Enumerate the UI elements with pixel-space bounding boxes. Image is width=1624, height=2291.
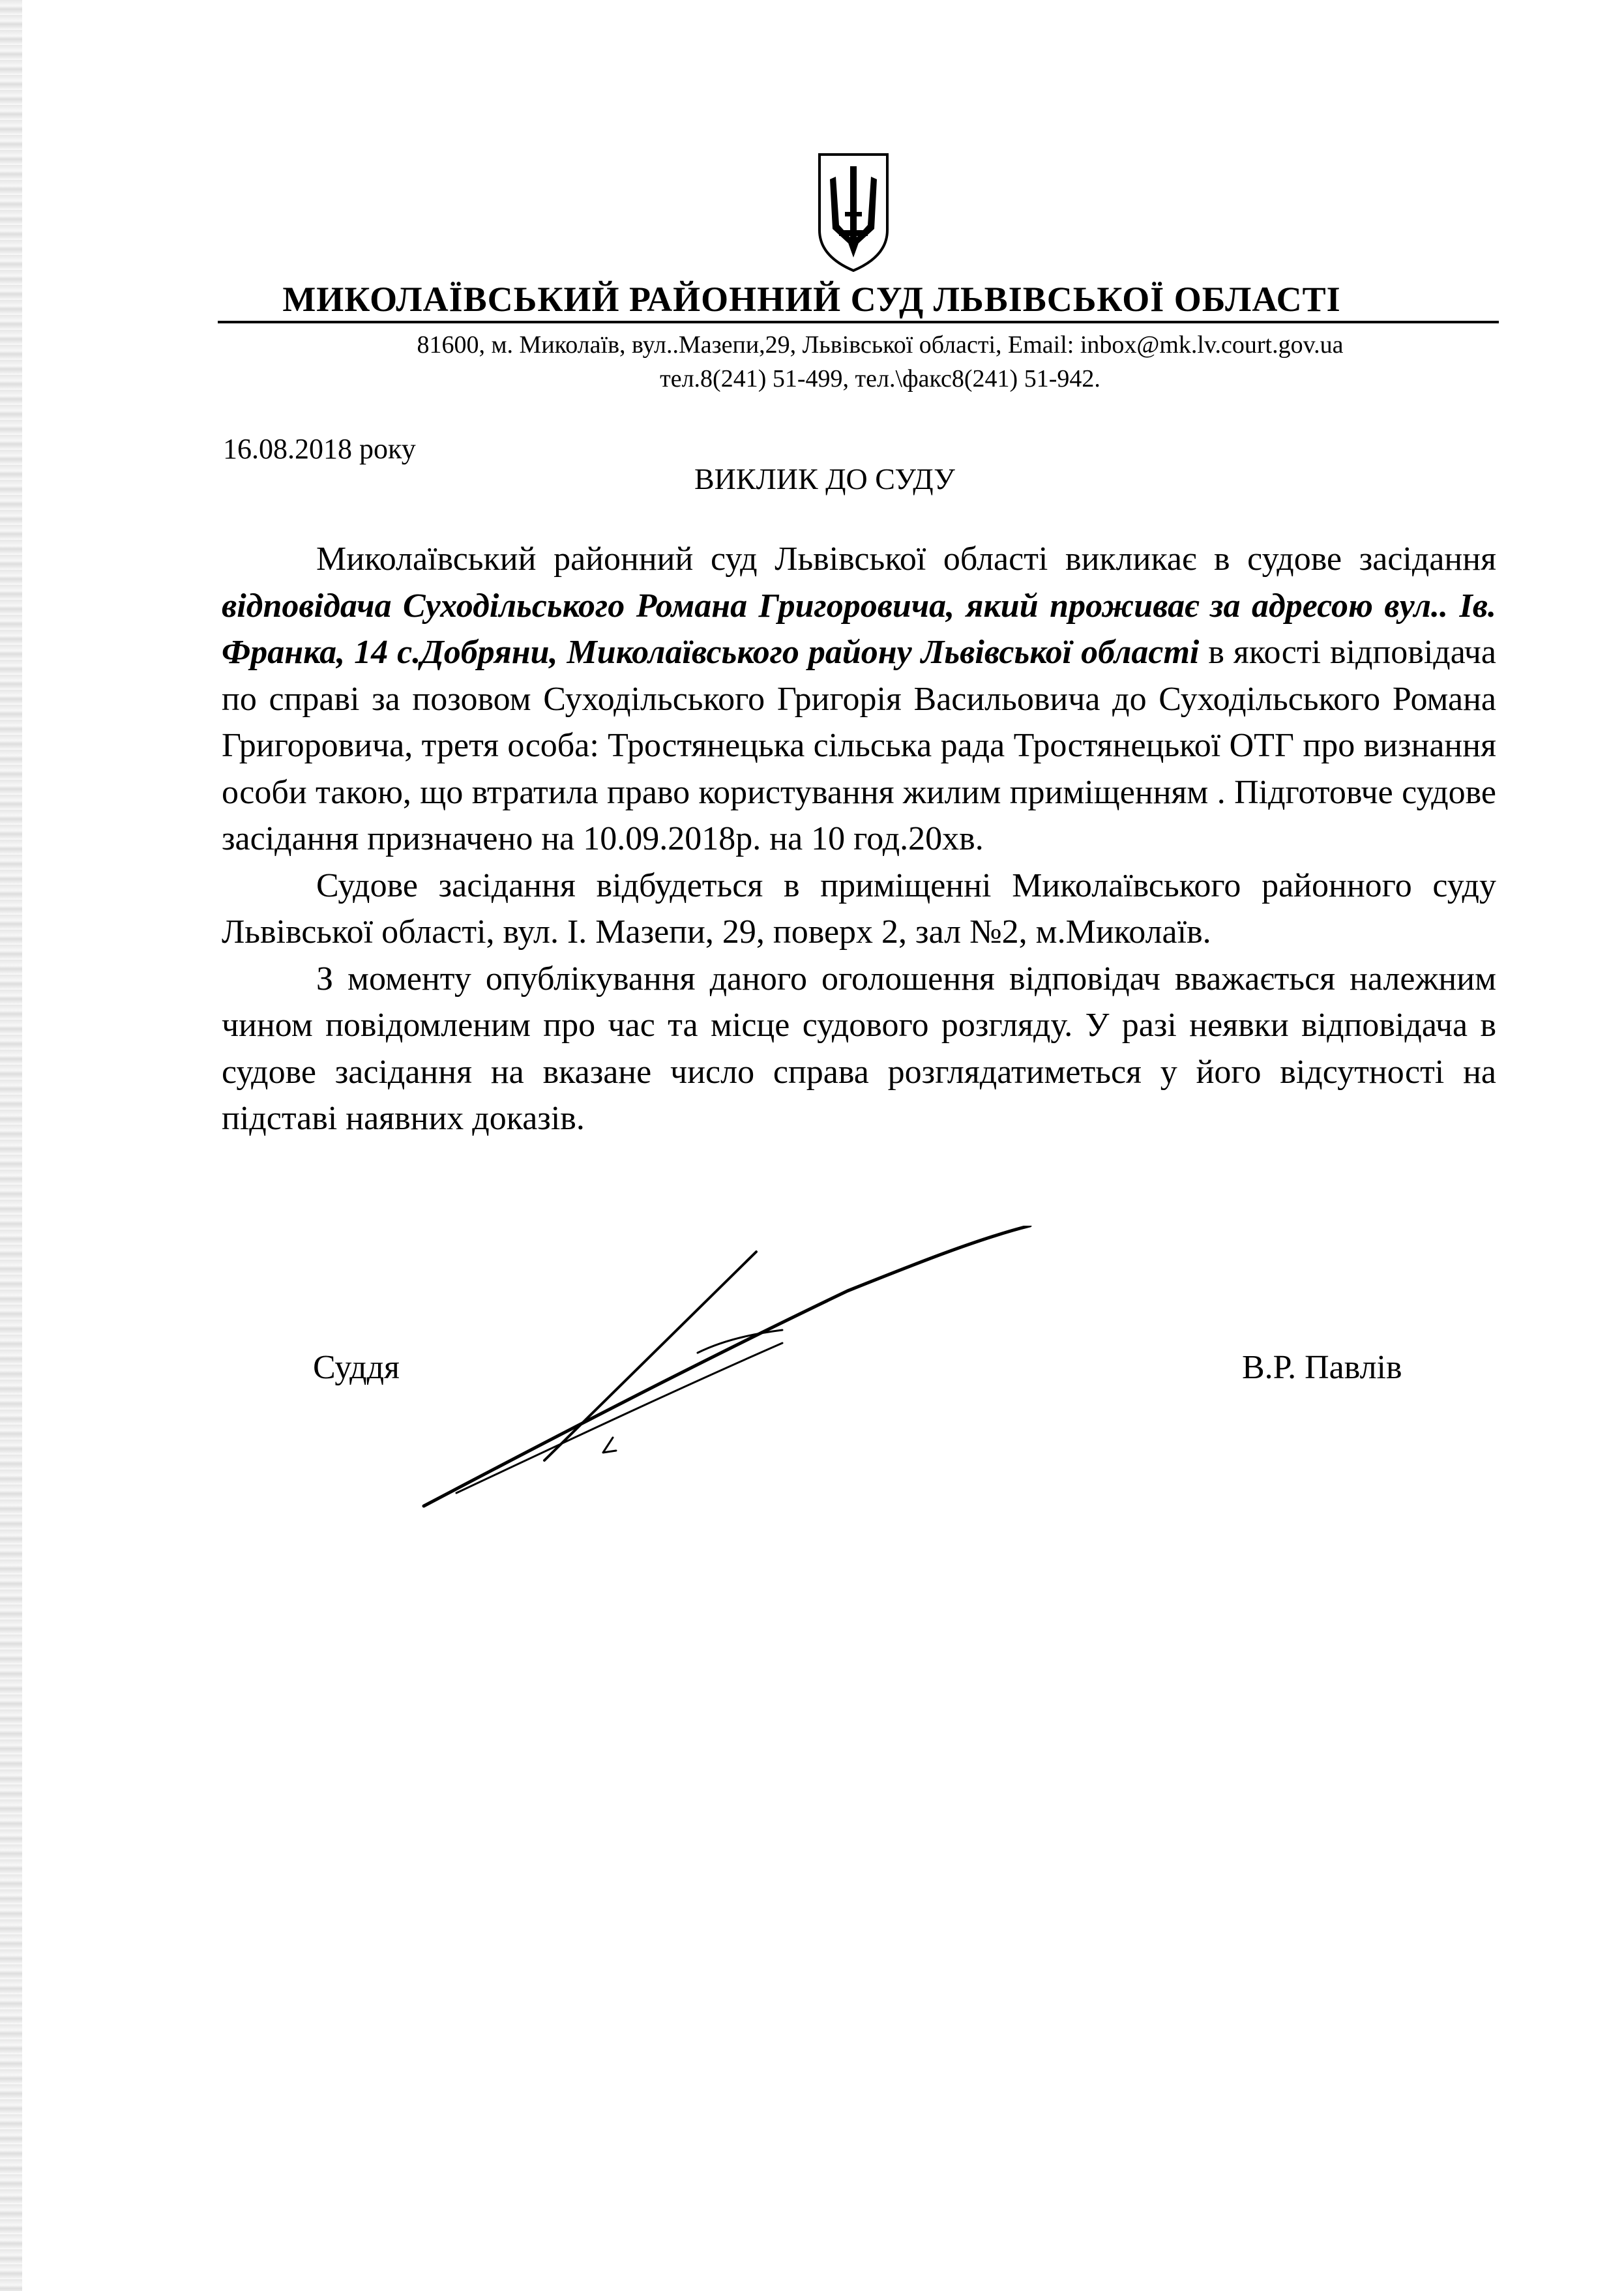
document-body [222,536,1496,1142]
paragraph-summons [222,536,1496,863]
coat-of-arms-trident-icon [817,152,890,273]
document-date: 16.08.2018 року [223,433,416,465]
court-title: МИКОЛАЇВСЬКИЙ РАЙОННИЙ СУД ЛЬВІВСЬКОЇ ОБЛАСТІ [282,280,1341,319]
court-phones: тел.8(241) 51-499, тел.\факс8(241) 51-942. [660,365,1100,392]
judge-name: В.Р. Павлів [1242,1349,1402,1386]
document-heading: ВИКЛИК ДО СУДУ [694,462,955,495]
defendant-details: відповідача Суходільського Романа Григоровича, який проживає за адресою вул.. Ів. Франка, 14 с.Добряни, Миколаївського району Львівської області [222,587,1496,671]
judge-label: Суддя [313,1349,400,1386]
court-contacts [261,328,1499,396]
letterhead-divider [218,321,1499,323]
summons-text-start: Миколаївський районний суд Львівської області викликає в судове засідання [316,540,1496,578]
paragraph-venue: Судове засідання відбудеться в приміщенні Миколаївського районного суду Львівської області, вул. І. Мазепи, 29, поверх 2, зал №2, м.Миколаїв. [222,866,1496,951]
scan-edge-artifact [0,0,22,2291]
summons-text-end: в якості відповідача по справі за позовом Суходільського Григорія Васильовича до Суходільського Романа Григоровича, третя особа: Тростянецька сільська рада Тростянецької ОТГ про визнання особи такою, що втратила право користування жилим приміщенням . Підготовче судове засідання призначено на 10.09.2018р. на 10 год.20хв. [222,634,1496,857]
handwritten-signature [417,1226,1043,1519]
paragraph-notice: З моменту опублікування даного оголошення відповідач вважається належним чином повідомленим про час та місце судового розгляду. У разі неявки відповідача в судове засідання на вказане число справа розглядатиметься у його відсутності на підставі наявних доказів. [222,960,1496,1137]
court-address: 81600, м. Миколаїв, вул..Мазепи,29, Львівської області, Email: inbox@mk.lv.court.gov.ua [417,331,1344,359]
